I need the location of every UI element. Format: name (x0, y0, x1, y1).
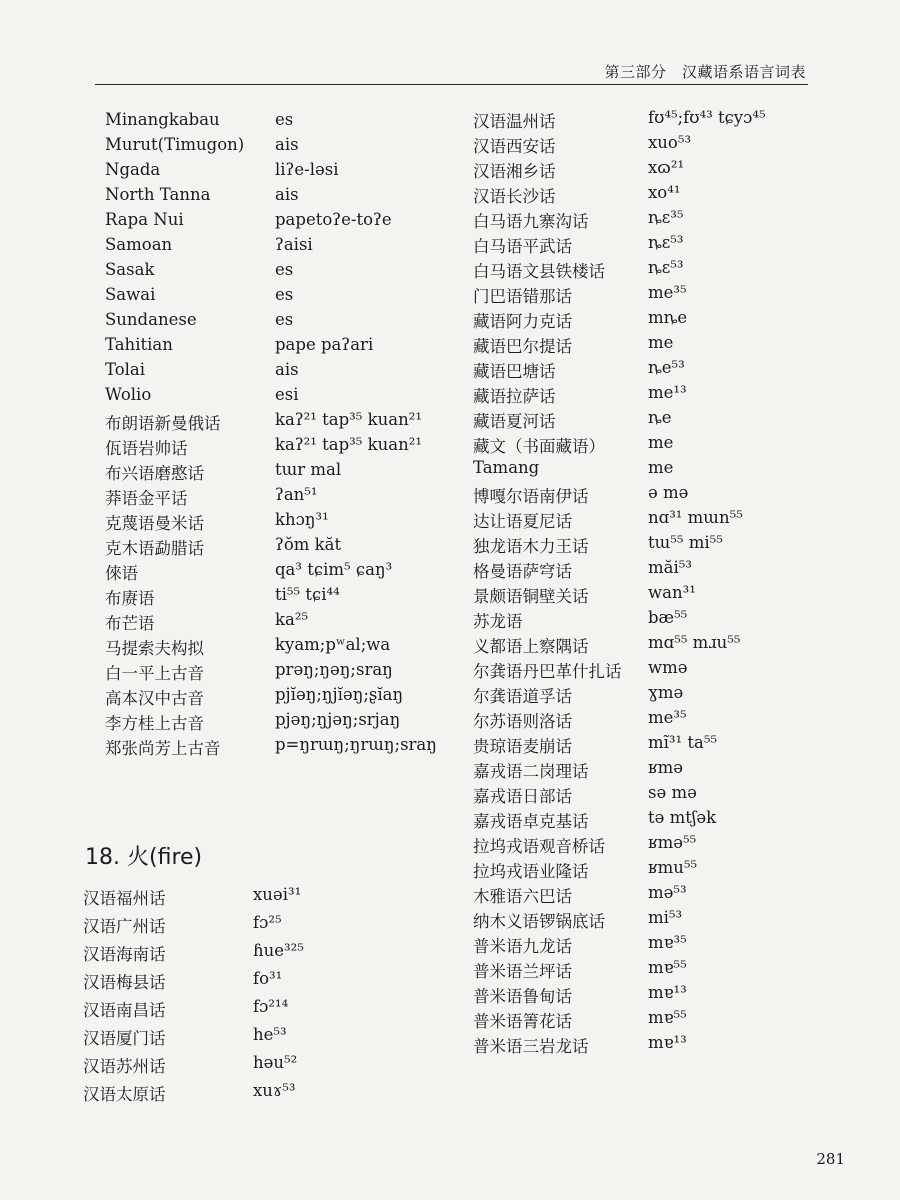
language-name: 嘉戎语卓克基话 (473, 812, 589, 831)
language-name: 贵琼语麦崩话 (473, 737, 572, 756)
word-form: fɔ²¹⁴ (253, 997, 289, 1016)
language-name: Tahitian (105, 335, 173, 354)
language-name: 布兴语磨憨话 (105, 464, 204, 483)
language-name: 藏语夏河话 (473, 412, 556, 431)
word-form: es (275, 260, 294, 279)
language-name: 白马语平武话 (473, 237, 572, 256)
language-name: 独龙语木力王话 (473, 537, 589, 556)
language-name: 郑张尚芳上古音 (105, 739, 221, 758)
word-form: mȵe (648, 308, 688, 327)
word-form: ti⁵⁵ tɕi⁴⁴ (275, 585, 340, 604)
language-name: 藏语阿力克话 (473, 312, 572, 331)
word-form: mɐ⁵⁵ (648, 958, 687, 977)
section-number: 18. (85, 845, 120, 870)
language-name: 格曼语萨穹话 (473, 562, 572, 581)
word-form: me¹³ (648, 383, 687, 402)
word-form: xuo⁵³ (648, 133, 692, 152)
language-name: 普米语九龙话 (473, 937, 572, 956)
word-form: ʔaisi (275, 235, 313, 254)
language-name: North Tanna (105, 185, 211, 204)
language-name: 汉语太原话 (83, 1085, 166, 1104)
section-title: 火(fire) (127, 845, 203, 870)
word-form: p=ŋrɯŋ;ŋrɯŋ;sraŋ (275, 735, 437, 754)
word-form: khɔŋ³¹ (275, 510, 329, 529)
word-form: ais (275, 360, 299, 379)
language-name: 汉语温州话 (473, 112, 556, 131)
language-name: Sawai (105, 285, 156, 304)
word-form: pjəŋ;ŋjəŋ;srjaŋ (275, 710, 401, 729)
language-name: 克蔑语曼米话 (105, 514, 204, 533)
language-name: 义都语上察隅话 (473, 637, 589, 656)
language-name: 门巴语错那话 (473, 287, 572, 306)
word-form: xuəi³¹ (253, 885, 302, 904)
word-form: xɷ²¹ (648, 158, 685, 177)
word-form: xo⁴¹ (648, 183, 681, 202)
word-form: ʁmə (648, 758, 683, 777)
word-form: ɦue³²⁵ (253, 941, 304, 960)
language-name: 藏语巴塘话 (473, 362, 556, 381)
language-name: 藏文（书面藏语） (473, 437, 605, 456)
word-form: pape paʔari (275, 335, 374, 354)
language-name: Tolai (105, 360, 146, 379)
language-name: Murut(Timugon) (105, 135, 245, 154)
word-form: sə mə (648, 783, 697, 802)
running-header (95, 58, 808, 85)
word-form: mɑ⁵⁵ mɹu⁵⁵ (648, 633, 741, 652)
language-name: 布赓语 (105, 589, 155, 608)
language-name: 苏龙语 (473, 612, 523, 631)
word-form: ais (275, 135, 299, 154)
word-form: ȵɛ⁵³ (648, 258, 684, 277)
word-form: ka²⁵ (275, 610, 309, 629)
language-name: 汉语海南话 (83, 945, 166, 964)
word-form: tə mtʃək (648, 808, 717, 827)
word-form: ʔan⁵¹ (275, 485, 318, 504)
language-name: 藏语拉萨话 (473, 387, 556, 406)
word-form: pjĭəŋ;ŋjĭəŋ;ʂĭaŋ (275, 685, 404, 704)
language-name: 布朗语新曼俄话 (105, 414, 221, 433)
word-form: bæ⁵⁵ (648, 608, 688, 627)
word-form: tɯ⁵⁵ mi⁵⁵ (648, 533, 723, 552)
word-form: esi (275, 385, 299, 404)
word-form: ais (275, 185, 299, 204)
language-name: 景颇语铜壁关话 (473, 587, 589, 606)
word-form: mɐ⁵⁵ (648, 1008, 687, 1027)
word-form: ʁmu⁵⁵ (648, 858, 698, 877)
language-name: 汉语苏州话 (83, 1057, 166, 1076)
word-form: es (275, 310, 294, 329)
language-name: 尔苏语则洛话 (473, 712, 572, 731)
language-name: Wolio (105, 385, 152, 404)
word-form: ə mə (648, 483, 689, 502)
page-number: 281 (816, 1150, 845, 1168)
language-name: 汉语南昌话 (83, 1001, 166, 1020)
language-name: 普米语兰坪话 (473, 962, 572, 981)
language-name: 汉语厦门话 (83, 1029, 166, 1048)
language-name: 尔龚语道孚话 (473, 687, 572, 706)
language-name: 拉坞戎语观音桥话 (473, 837, 605, 856)
language-name: 普米语箐花话 (473, 1012, 572, 1031)
word-form: papetoʔe-toʔe (275, 210, 392, 229)
word-form: ȵe⁵³ (648, 358, 685, 377)
language-name: 纳木义语锣锅底话 (473, 912, 605, 931)
word-form: ʔŏm kăt (275, 535, 342, 554)
language-name: Samoan (105, 235, 173, 254)
word-form: mɐ¹³ (648, 1033, 687, 1052)
language-name: Rapa Nui (105, 210, 184, 229)
word-form: ɣmə (648, 683, 684, 702)
language-name: 普米语鲁甸话 (473, 987, 572, 1006)
word-form: me³⁵ (648, 283, 687, 302)
word-form: kaʔ²¹ tap³⁵ kuan²¹ (275, 435, 422, 454)
language-name: 拉坞戎语业隆话 (473, 862, 589, 881)
language-name: 白一平上古音 (105, 664, 204, 683)
language-name: 汉语西安话 (473, 137, 556, 156)
language-name: 莽语金平话 (105, 489, 188, 508)
word-form: ʁmə⁵⁵ (648, 833, 697, 852)
language-name: Minangkabau (105, 110, 220, 129)
language-name: Ngada (105, 160, 161, 179)
language-name: 博嘎尔语南伊话 (473, 487, 589, 506)
language-name: 达让语夏尼话 (473, 512, 572, 531)
word-form: kyam;pʷal;wa (275, 635, 391, 654)
word-form: fʊ⁴⁵;fʊ⁴³ tɕyɔ⁴⁵ (648, 108, 766, 127)
word-form: me (648, 333, 674, 352)
language-name: Tamang (473, 458, 540, 477)
word-form: ȵɛ³⁵ (648, 208, 684, 227)
word-form: ȵe (648, 408, 672, 427)
word-form: xuɤ⁵³ (253, 1081, 296, 1100)
word-form: tɯr mal (275, 460, 342, 479)
word-form: mə⁵³ (648, 883, 687, 902)
word-form: me (648, 433, 674, 452)
word-form: mɐ³⁵ (648, 933, 687, 952)
language-name: 白马语文县铁楼话 (473, 262, 605, 281)
word-form: fɔ²⁵ (253, 913, 282, 932)
language-name: 克木语勐腊话 (105, 539, 204, 558)
word-form: fo³¹ (253, 969, 283, 988)
word-form: wmə (648, 658, 688, 677)
language-name: 白马语九寨沟话 (473, 212, 589, 231)
language-name: 汉语梅县话 (83, 973, 166, 992)
word-form: măi⁵³ (648, 558, 692, 577)
language-name: 汉语广州话 (83, 917, 166, 936)
language-name: 汉语长沙话 (473, 187, 556, 206)
word-form: es (275, 285, 294, 304)
language-name: 木雅语六巴话 (473, 887, 572, 906)
language-name: Sundanese (105, 310, 197, 329)
word-form: es (275, 110, 294, 129)
word-form: he⁵³ (253, 1025, 287, 1044)
word-form: me³⁵ (648, 708, 687, 727)
section-heading (85, 840, 202, 871)
language-name: 汉语福州话 (83, 889, 166, 908)
language-name: 普米语三岩龙话 (473, 1037, 589, 1056)
language-name: Sasak (105, 260, 155, 279)
word-form: me (648, 458, 674, 477)
language-name: 汉语湘乡话 (473, 162, 556, 181)
language-name: 布芒语 (105, 614, 155, 633)
running-header-title: 第三部分 汉藏语系语言词表 (604, 63, 806, 81)
language-name: 尔龚语丹巴革什扎话 (473, 662, 622, 681)
word-form: qa³ tɕim⁵ ɕaŋ³ (275, 560, 393, 579)
word-form: kaʔ²¹ tap³⁵ kuan²¹ (275, 410, 422, 429)
language-name: 嘉戎语二岗理话 (473, 762, 589, 781)
language-name: 倈语 (105, 564, 138, 583)
language-name: 藏语巴尔提话 (473, 337, 572, 356)
word-form: ȵɛ⁵³ (648, 233, 684, 252)
word-form: həu⁵² (253, 1053, 298, 1072)
word-form: mĩ³¹ ta⁵⁵ (648, 733, 718, 752)
word-form: prəŋ;ŋəŋ;sraŋ (275, 660, 393, 679)
word-form: liʔe-ləsi (275, 160, 339, 179)
word-form: wan³¹ (648, 583, 696, 602)
word-form: mɐ¹³ (648, 983, 687, 1002)
language-name: 佤语岩帅话 (105, 439, 188, 458)
language-name: 高本汉中古音 (105, 689, 204, 708)
language-name: 李方桂上古音 (105, 714, 204, 733)
word-form: mi⁵³ (648, 908, 683, 927)
language-name: 马提索夫构拟 (105, 639, 204, 658)
language-name: 嘉戎语日部话 (473, 787, 572, 806)
word-form: nɑ³¹ mɯn⁵⁵ (648, 508, 743, 527)
